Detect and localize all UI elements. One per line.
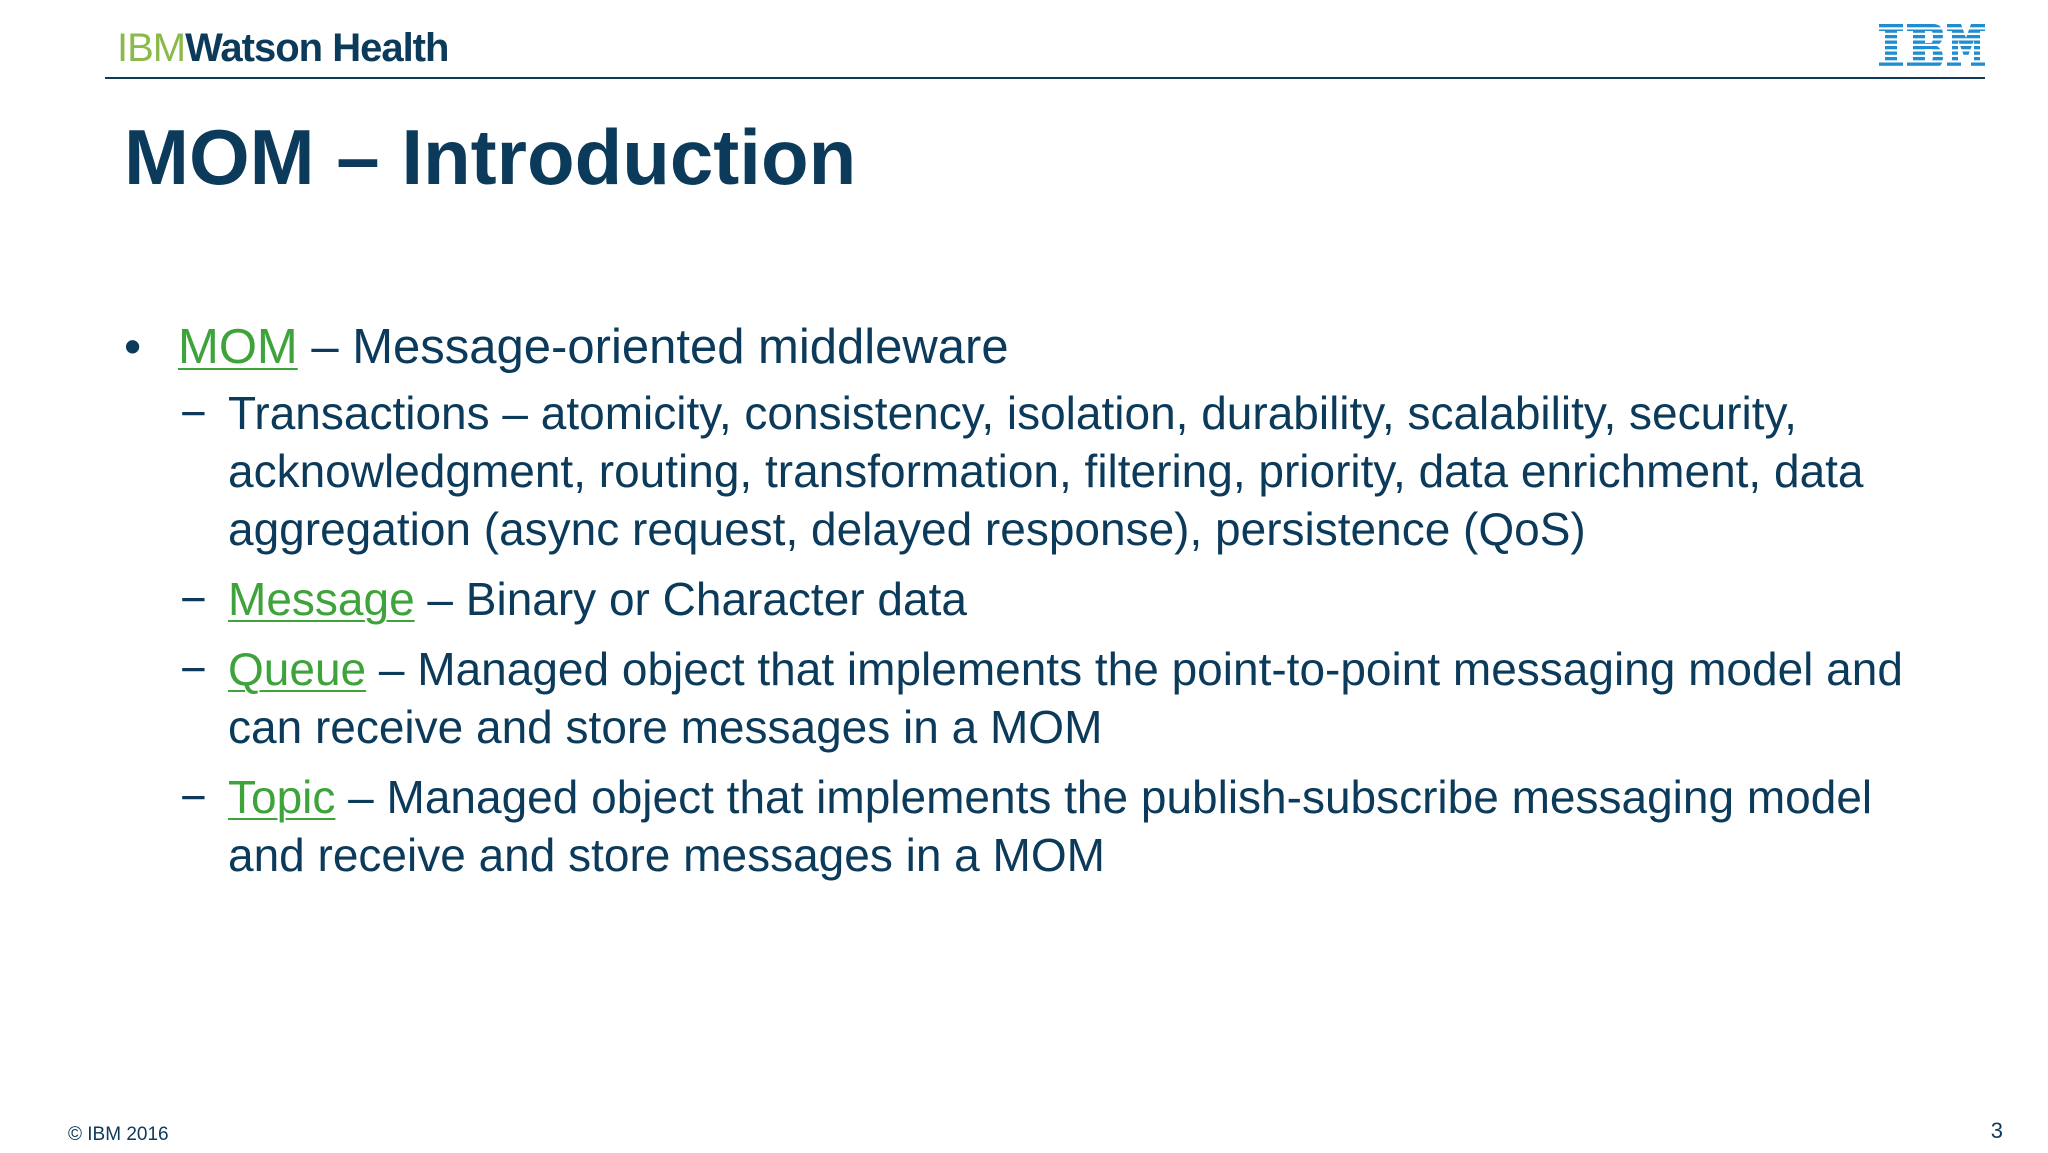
sub-bullet-text: Transactions – atomicity, consistency, isolation, durability, scalability, security, acknowledgment, routing, transformation, filtering, priority, data enrichment, data aggregation (async request, delayed response), persistence (QoS) — [228, 387, 1864, 555]
brand-prefix: IBM — [117, 26, 186, 70]
sub-bullet-transactions — [124, 384, 1944, 558]
ibm-watson-health-logo — [117, 26, 448, 71]
dash-marker: − — [180, 771, 207, 823]
bullet-text: – Message-oriented middleware — [297, 320, 1009, 374]
sub-bullet-text: – Managed object that implements the publish-subscribe messaging model and receive and store messages in a MOM — [228, 771, 1873, 881]
dash-marker: − — [180, 573, 207, 625]
copyright: © IBM 2016 — [68, 1124, 169, 1145]
dash-marker: − — [180, 643, 207, 695]
sub-bullet-list — [124, 384, 1944, 884]
header-divider — [105, 77, 1985, 79]
sub-bullet-message — [124, 570, 1944, 628]
sub-bullet-text: – Managed object that implements the point-to-point messaging model and can receive and store messages in a MOM — [228, 643, 1903, 753]
link-mom[interactable]: MOM — [178, 320, 298, 374]
bullet-marker: • — [124, 320, 142, 374]
link-queue[interactable]: Queue — [228, 643, 367, 695]
brand-name: Watson Health — [185, 26, 449, 70]
page-number: 3 — [1990, 1118, 2003, 1143]
slide-title: MOM – Introduction — [124, 113, 857, 201]
dash-marker: − — [180, 387, 207, 439]
ibm-logo-icon — [1879, 24, 1985, 68]
link-topic[interactable]: Topic — [228, 771, 336, 823]
bullet-mom — [124, 318, 1944, 376]
slide-content — [124, 318, 1944, 896]
sub-bullet-queue — [124, 640, 1944, 756]
link-message[interactable]: Message — [228, 573, 415, 625]
sub-bullet-topic — [124, 768, 1944, 884]
slide-header — [105, 22, 1985, 78]
sub-bullet-text: – Binary or Character data — [414, 573, 967, 625]
